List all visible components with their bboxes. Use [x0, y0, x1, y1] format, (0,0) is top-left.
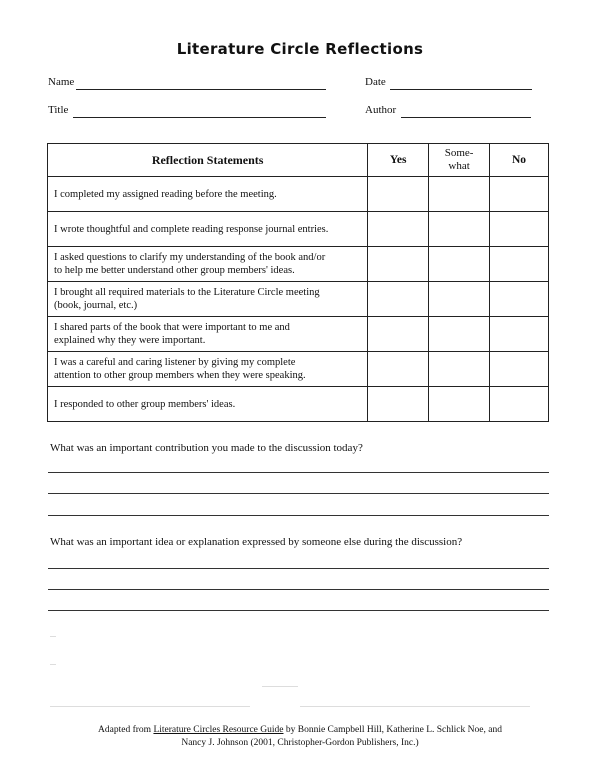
title-label: Title	[48, 104, 69, 116]
name-field[interactable]	[48, 76, 328, 92]
worksheet-title: Literature Circle Reflections	[176, 40, 424, 58]
statements-header: Reflection Statements	[48, 144, 368, 177]
date-label: Date	[365, 76, 386, 88]
question-contribution: What was an important contribution you made to the discussion today?	[50, 442, 363, 454]
somewhat-line-1: Some-	[444, 147, 474, 159]
statement-text: I wrote thoughtful and complete reading response journal entries.	[54, 223, 329, 235]
answer-line-6[interactable]	[48, 610, 549, 611]
name-line	[76, 89, 326, 90]
faint-line	[300, 706, 530, 707]
answer-line-5[interactable]	[48, 589, 549, 590]
table-row	[48, 282, 549, 317]
statement-text: I responded to other group members' ideas.	[54, 398, 236, 410]
answer-line-4[interactable]	[48, 568, 549, 569]
table-row	[48, 352, 549, 387]
yes-checkbox-cell[interactable]	[368, 317, 429, 352]
no-checkbox-cell[interactable]	[490, 352, 549, 387]
no-checkbox-cell[interactable]	[490, 177, 549, 212]
statement-cell	[48, 387, 368, 422]
answer-line-3[interactable]	[48, 515, 549, 516]
statement-text: I was a careful and caring listener by giving my complete	[54, 357, 296, 368]
yes-checkbox-cell[interactable]	[368, 212, 429, 247]
name-label: Name	[48, 76, 75, 88]
table-row	[48, 247, 549, 282]
somewhat-header	[429, 144, 490, 177]
yes-checkbox-cell[interactable]	[368, 352, 429, 387]
statement-cell	[48, 177, 368, 212]
somewhat-checkbox-cell[interactable]	[429, 177, 490, 212]
statement-cell	[48, 247, 368, 282]
table-row	[48, 177, 549, 212]
attribution-footer	[0, 724, 600, 750]
footer-book-title: Literature Circles Resource Guide	[153, 725, 284, 735]
somewhat-checkbox-cell[interactable]	[429, 282, 490, 317]
statement-text-cont: to help me better understand other group members' ideas.	[54, 265, 295, 276]
statement-text: I completed my assigned reading before the meeting.	[54, 188, 277, 200]
no-checkbox-cell[interactable]	[490, 247, 549, 282]
question-others-idea: What was an important idea or explanation expressed by someone else during the discussion?	[50, 536, 463, 548]
title-field[interactable]	[48, 104, 328, 120]
no-header: No	[490, 144, 549, 177]
statement-text: I asked questions to clarify my understanding of the book and/or	[54, 252, 326, 263]
somewhat-checkbox-cell[interactable]	[429, 352, 490, 387]
date-field[interactable]	[365, 76, 535, 92]
answer-line-2[interactable]	[48, 493, 549, 494]
title-line	[73, 117, 326, 118]
no-checkbox-cell[interactable]	[490, 317, 549, 352]
statement-cell	[48, 352, 368, 387]
date-line	[390, 89, 532, 90]
no-checkbox-cell[interactable]	[490, 387, 549, 422]
statement-text-cont: explained why they were important.	[54, 335, 206, 346]
yes-header: Yes	[368, 144, 429, 177]
faint-line	[262, 686, 298, 687]
answer-line-1[interactable]	[48, 472, 549, 473]
somewhat-checkbox-cell[interactable]	[429, 212, 490, 247]
yes-checkbox-cell[interactable]	[368, 282, 429, 317]
statement-text-cont: attention to other group members when they were speaking.	[54, 370, 306, 381]
author-field[interactable]	[365, 104, 535, 120]
somewhat-checkbox-cell[interactable]	[429, 247, 490, 282]
footer-line-2: Nancy J. Johnson (2001, Christopher-Gordon Publishers, Inc.)	[181, 738, 419, 748]
statement-cell	[48, 282, 368, 317]
statement-text: I brought all required materials to the Literature Circle meeting	[54, 287, 320, 298]
author-label: Author	[365, 104, 397, 116]
statement-text: I shared parts of the book that were important to me and	[54, 322, 290, 333]
author-line	[401, 117, 531, 118]
table-row	[48, 387, 549, 422]
statement-text-cont: (book, journal, etc.)	[54, 300, 138, 311]
no-checkbox-cell[interactable]	[490, 212, 549, 247]
yes-checkbox-cell[interactable]	[368, 247, 429, 282]
footer-post: by Bonnie Campbell Hill, Katherine L. Schlick Noe, and	[283, 725, 502, 735]
somewhat-checkbox-cell[interactable]	[429, 317, 490, 352]
footer-pre: Adapted from	[98, 725, 154, 735]
yes-checkbox-cell[interactable]	[368, 387, 429, 422]
faint-line	[50, 664, 56, 665]
reflection-table	[47, 143, 549, 422]
somewhat-line-2: what	[448, 160, 470, 172]
table-header-row	[48, 144, 549, 177]
statement-cell	[48, 317, 368, 352]
statement-cell	[48, 212, 368, 247]
faint-line	[50, 706, 250, 707]
no-checkbox-cell[interactable]	[490, 282, 549, 317]
table-row	[48, 317, 549, 352]
yes-checkbox-cell[interactable]	[368, 177, 429, 212]
table-row	[48, 212, 549, 247]
somewhat-checkbox-cell[interactable]	[429, 387, 490, 422]
faint-line	[50, 636, 56, 637]
